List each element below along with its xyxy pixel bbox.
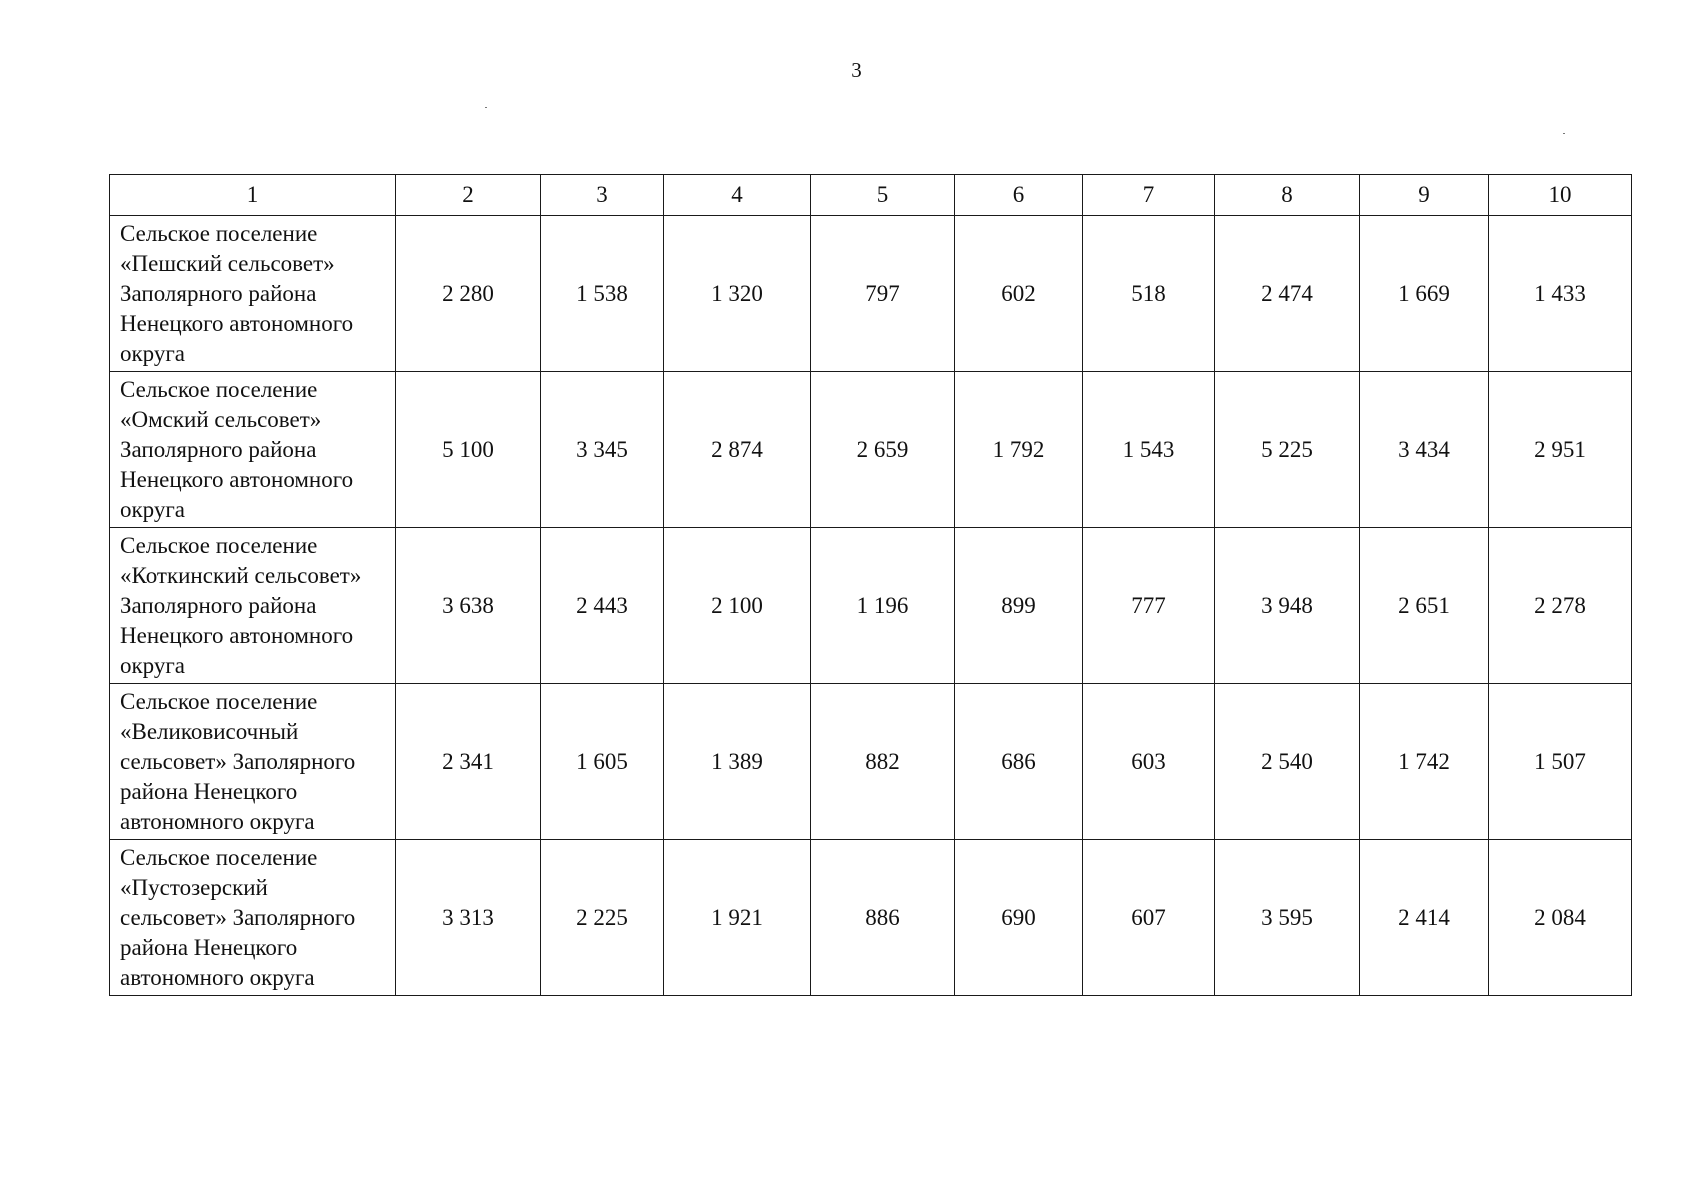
value-cell: 602 <box>955 216 1083 372</box>
value-cell: 777 <box>1083 528 1215 684</box>
name-line: сельсовет» Заполярного <box>120 749 356 774</box>
value-cell: 1 605 <box>541 684 664 840</box>
value-cell: 2 414 <box>1360 840 1489 996</box>
value-cell: 5 225 <box>1215 372 1360 528</box>
name-line: автономного округа <box>120 809 315 834</box>
name-line: Ненецкого автономного <box>120 467 354 492</box>
value-cell: 899 <box>955 528 1083 684</box>
value-cell: 1 433 <box>1489 216 1632 372</box>
value-cell: 3 434 <box>1360 372 1489 528</box>
value-cell: 1 543 <box>1083 372 1215 528</box>
name-line: автономного округа <box>120 965 315 990</box>
value-cell: 882 <box>811 684 955 840</box>
value-cell: 3 948 <box>1215 528 1360 684</box>
table-row <box>110 216 1632 372</box>
value-cell: 3 638 <box>396 528 541 684</box>
value-cell: 518 <box>1083 216 1215 372</box>
value-cell: 797 <box>811 216 955 372</box>
name-line: «Коткинский сельсовет» <box>120 563 362 588</box>
column-number: 2 <box>396 175 541 216</box>
scan-speck <box>1563 133 1565 134</box>
value-cell: 886 <box>811 840 955 996</box>
settlement-name <box>110 684 396 840</box>
value-cell: 1 507 <box>1489 684 1632 840</box>
scan-speck <box>485 107 487 108</box>
name-line: Сельское поселение <box>120 689 318 714</box>
settlement-name <box>110 528 396 684</box>
name-line: округа <box>120 653 186 678</box>
value-cell: 1 742 <box>1360 684 1489 840</box>
value-cell: 1 196 <box>811 528 955 684</box>
value-cell: 2 443 <box>541 528 664 684</box>
name-line: Заполярного района <box>120 281 317 306</box>
name-line: Заполярного района <box>120 593 317 618</box>
value-cell: 2 874 <box>664 372 811 528</box>
value-cell: 2 659 <box>811 372 955 528</box>
column-number: 8 <box>1215 175 1360 216</box>
name-line: Сельское поселение <box>120 221 318 246</box>
column-number: 4 <box>664 175 811 216</box>
value-cell: 1 320 <box>664 216 811 372</box>
column-number: 7 <box>1083 175 1215 216</box>
value-cell: 1 538 <box>541 216 664 372</box>
name-line: района Ненецкого <box>120 779 298 804</box>
value-cell: 1 921 <box>664 840 811 996</box>
value-cell: 2 278 <box>1489 528 1632 684</box>
value-cell: 2 540 <box>1215 684 1360 840</box>
data-table <box>109 174 1632 996</box>
value-cell: 607 <box>1083 840 1215 996</box>
name-line: «Великовисочный <box>120 719 299 744</box>
settlement-name <box>110 840 396 996</box>
name-line: «Пешский сельсовет» <box>120 251 335 276</box>
name-line: Сельское поселение <box>120 377 318 402</box>
name-line: округа <box>120 341 186 366</box>
value-cell: 3 313 <box>396 840 541 996</box>
table-row <box>110 528 1632 684</box>
table-row <box>110 840 1632 996</box>
name-line: Ненецкого автономного <box>120 311 354 336</box>
name-line: сельсовет» Заполярного <box>120 905 356 930</box>
name-line: Сельское поселение <box>120 845 318 870</box>
table-row <box>110 684 1632 840</box>
value-cell: 2 951 <box>1489 372 1632 528</box>
value-cell: 3 345 <box>541 372 664 528</box>
name-line: Сельское поселение <box>120 533 318 558</box>
name-line: «Пустозерский <box>120 875 268 900</box>
value-cell: 1 669 <box>1360 216 1489 372</box>
value-cell: 603 <box>1083 684 1215 840</box>
value-cell: 2 280 <box>396 216 541 372</box>
column-number: 1 <box>110 175 396 216</box>
name-line: «Омский сельсовет» <box>120 407 322 432</box>
value-cell: 2 084 <box>1489 840 1632 996</box>
value-cell: 2 651 <box>1360 528 1489 684</box>
value-cell: 686 <box>955 684 1083 840</box>
value-cell: 2 100 <box>664 528 811 684</box>
name-line: района Ненецкого <box>120 935 298 960</box>
column-number: 6 <box>955 175 1083 216</box>
column-number: 10 <box>1489 175 1632 216</box>
column-number: 9 <box>1360 175 1489 216</box>
value-cell: 1 792 <box>955 372 1083 528</box>
value-cell: 2 474 <box>1215 216 1360 372</box>
value-cell: 2 341 <box>396 684 541 840</box>
value-cell: 2 225 <box>541 840 664 996</box>
column-number: 3 <box>541 175 664 216</box>
table-row <box>110 372 1632 528</box>
name-line: Заполярного района <box>120 437 317 462</box>
name-line: Ненецкого автономного <box>120 623 354 648</box>
page-number: 3 <box>851 58 862 82</box>
settlement-name <box>110 216 396 372</box>
value-cell: 690 <box>955 840 1083 996</box>
column-number-row <box>110 175 1632 216</box>
column-number: 5 <box>811 175 955 216</box>
name-line: округа <box>120 497 186 522</box>
settlement-name <box>110 372 396 528</box>
value-cell: 1 389 <box>664 684 811 840</box>
value-cell: 3 595 <box>1215 840 1360 996</box>
value-cell: 5 100 <box>396 372 541 528</box>
